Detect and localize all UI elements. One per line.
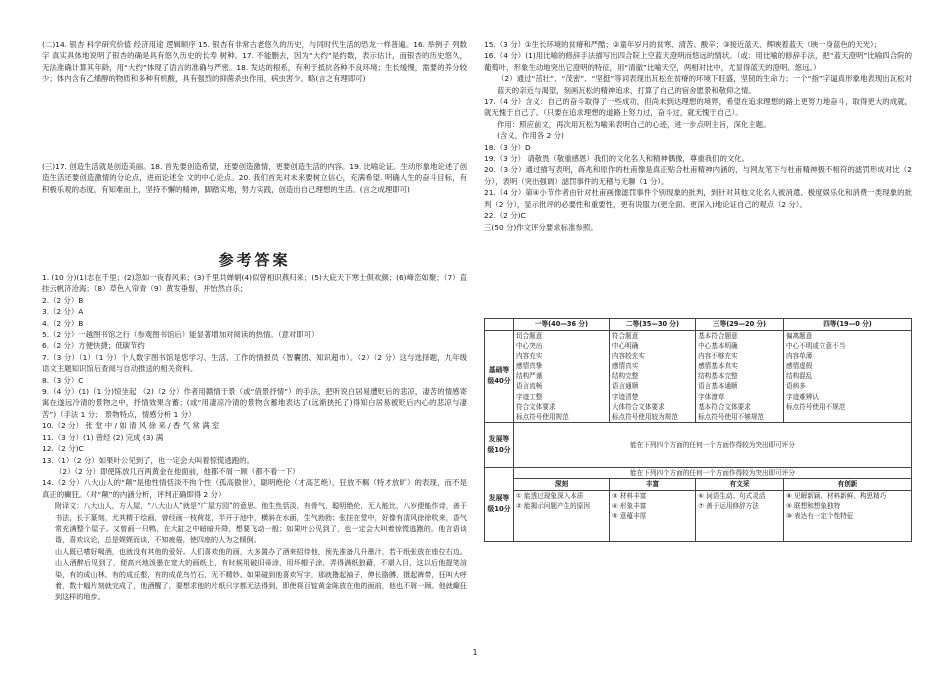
- criteria-item: 感情真实: [611, 362, 639, 371]
- grade-header: 四等(19—0 分): [784, 319, 912, 331]
- grade-criteria-cell: [514, 331, 610, 423]
- answer-item: 13.（1）（2 分）如果叶公见到了，也一定会大叫着惊慌逃跑的。: [42, 455, 254, 465]
- development-item-cell: [609, 490, 695, 541]
- answer-item: 1. (10 分)(1)志在千里；(2)忽如一夜春风来；(3)千里共婵娟(4)似曾相识燕归来；(5)大庇天下寒士俱欢颜；(6)峰峦如聚；（7）直挂云帆济沧海；（8）草色入帘青（9）黄发垂髫，并怡然自乐；: [42, 273, 467, 294]
- grade-criteria-cell: [784, 331, 912, 423]
- development-dimension: 有文采: [696, 478, 784, 490]
- answer-item: 6.（2 分）方便快捷；低碳节约: [42, 341, 145, 351]
- criteria-item: 感情基本真实: [698, 362, 738, 371]
- answer-item: 8.（3 分）C: [42, 375, 84, 385]
- answer-item: (含义，作用各 2 分): [497, 131, 564, 141]
- criteria-item: 语言通顺: [611, 382, 639, 391]
- answer-item: 22.（2 分)C: [484, 211, 526, 221]
- criteria-item: 标点符号使用规范: [516, 412, 569, 421]
- criteria-item: 标点符号使用不规范: [786, 402, 846, 411]
- criteria-item: 切合题意: [516, 332, 543, 340]
- development-grade-note: 能在下列四个方面的任何一个方面作得较为突出即可评分: [514, 467, 912, 478]
- reading-answer-section-3: (三)17. 创造生活就是创造美丽。18. 首先要创造希望，还要创造激情，更要创造生活的内容。19. 比喻论证。生动形象地论述了创造生活还要创造激情的分论点，进而论述全 文的中心论点。20. 我们首先对未来要树立信心，充满希望. 明确人生的奋斗目标，有积极乐观的态度，有知难而上，坚持不懈的精神，脚踏实地，努力实践，创造出自己理想的生活。(言之成理即可): [42, 162, 468, 194]
- criteria-item: 中心突出: [516, 342, 543, 351]
- answer-item: 5.（2 分）一越图书馆之行（参观图书馆后）能显著增加对阅读的热情。（意对即可）: [42, 330, 319, 340]
- grade-criteria-cell: [696, 331, 784, 423]
- development-grade-label: 发展等级10分: [485, 467, 514, 541]
- answer-item: 16.（4 分）(1)用比喻的修辞手法描写出四合院上空蓝天澄明而悠远的情状。（或：用比喻的修辞手法，把“蓝天澄明”比喻四合院的葡萄叶，形象生动地突出它澄明的特征，用“清澈”比喻天空，两相对比中，尤显得蓝天的澄明、悠远。）: [484, 51, 912, 72]
- answer-item: 19.（3 分） 请敬畏（敬重感恩）我们的文化名人和精神偶像，尊重我们的文化。: [484, 154, 750, 164]
- criteria-item: 符合题意: [611, 332, 639, 340]
- development-item: ⑥ 词语生动、句式灵活: [698, 491, 766, 500]
- development-grade-label: 发展等级10分: [485, 422, 514, 467]
- criteria-item: 语言流畅: [516, 382, 543, 391]
- development-items-row: [485, 490, 912, 541]
- answer-item: 12.（2 分)C: [42, 444, 84, 454]
- answer-item: 附译文：八大山人，方人屋，“八大山人”就是“广屋方园”的意思。他生性恬淡，有骨气，聪明绝伦，无人能比，八岁便能作诗，善于书法，长于篆刻，尤其精于绘画，曾经画一枝荷花，半开于池中，横斜在水面，生气勃勃；张挂在堂中，好像有清风徐徐吹来，香气常充满整个屋子。又曾画一只鸭，在大缸之中暗暗升降，想要飞动一般；如果叶公见到了，也一定会大叫着惊慌逃跑的。他言语谈谐，喜欢议论，总是娓娓而谈，不知疲倦，使四座的人为之倾倒。: [55, 501, 467, 545]
- essay-scoring-table: [484, 318, 912, 542]
- criteria-item: 标点符号使用较为规范: [611, 412, 678, 421]
- development-item: ⑨ 联想和想象独特: [786, 502, 841, 511]
- answer-item: 17.（4 分）含义：自己的奋斗取得了一些成功，但尚未到达理想的境界，希望在追求理想的路上更努力地奋斗，取得更大的成就，就无愧于自己了。（只要在追求理想的道路上努力过，奋斗过，就无愧于自己）。: [484, 97, 912, 118]
- grade-header: 三等(29—20 分): [696, 319, 784, 331]
- answer-list-continued: [484, 39, 912, 233]
- criteria-item: 大体符合文体要求: [611, 402, 665, 411]
- basic-grade-row: [485, 331, 912, 423]
- grade-header: 一等(40—36 分): [514, 319, 610, 331]
- answer-item: 3.（2 分）A: [42, 307, 84, 317]
- answer-item: （2）（2 分）即使陈放几百两黄金在他面前，他都不屑一顾（都不看一下）: [55, 466, 300, 476]
- page-title: 参考答案: [218, 251, 291, 269]
- grade-criteria-cell: [609, 331, 695, 423]
- criteria-item: 中心基本明确: [698, 342, 738, 351]
- criteria-item: 语言基本通顺: [698, 382, 738, 391]
- answer-item: 7.（3 分）（1）（1 分）个人数字图书馆是您学习、生活、工作的情报员（智囊团、知识超市）。（2）（2 分）这与选择题，九年级语文主题知识馆后查阅与自动推送的相关资料。: [42, 352, 467, 374]
- reading-answer-section-2: (二)14. 银杏 科学研究价值 经济用途 逻辑顺序 15. 银杏有非常古老悠久的历史，与同时代生活的恐龙一样普遍。16. 举例子 列数字 真实具体地说明了银杏的确是具有悠久历史的长寿 树种。17. 不能删去，因为“大约”是约数，表示估计，而银杏的历史悠久，无法准确计算其年龄，用“大约”体现了语言的准确与严密。18. 发达的根系，有利于抵抗各种不良环境；生长缓慢，需要的养分较少；体内含有乙烯醇的物质和多种有机酸，具有强烈的抑菌杀虫作用，病虫害少。略(言之有理即可): [42, 40, 467, 84]
- development-grade-note: 能在下列四个方面的任何一个方面作得较为突出即可评分: [514, 422, 912, 467]
- answer-item: 山人既已嗜好喝酒，也就没有其他的爱好。人们喜欢他的画，大多置办了酒来招待他，预先准备几升墨汁，若干纸张放在座位右边。山人酒醉后见到了，便高兴地泼墨在宽大的画纸上，有时候用破旧帚涂，用坏帽子涂，弄得满纸狼藉，不堪入目，这以后他提笔渲染，有的成山林，有的成丘壑，有的成花鸟竹石，无不精妙。如果碰到他喜欢写字，那就撸起袖子，伸长胳膊，摄起裤带，狂叫大呼着，数十幅片刻就完成了，他酒醒了，要想求他的片纸只字都无法得到，即使将百锭黄金陈放在他的面前，他也不屑一顾。他就癫狂到这样的地步。: [55, 546, 467, 602]
- development-dimension: 丰富: [609, 478, 695, 490]
- development-dimension: 深刻: [514, 478, 610, 490]
- answer-item: 18.（3 分）D: [484, 142, 531, 152]
- table-header-row: [485, 319, 912, 331]
- answer-item: 2.（2 分）B: [42, 295, 84, 305]
- development-grade-row-1: [485, 422, 912, 467]
- criteria-item: 结构严谨: [516, 372, 543, 381]
- answer-item: 4.（2 分）B: [42, 318, 84, 328]
- criteria-item: 符合文体要求: [516, 402, 556, 411]
- criteria-item: 内容充实: [516, 352, 543, 361]
- criteria-item: 标点符号使用不够规范: [698, 412, 765, 421]
- criteria-item: 内容不够充实: [698, 352, 738, 361]
- answer-list: [42, 272, 467, 603]
- development-header-row: [485, 478, 912, 490]
- page-number: 1: [472, 648, 478, 657]
- criteria-item: 结构基本完整: [698, 372, 738, 381]
- development-item: ⑦ 善于运用修辞方法: [698, 502, 759, 511]
- criteria-item: 基本符合文体要求: [698, 402, 751, 411]
- criteria-item: 偏离题意: [786, 332, 813, 340]
- development-item-cell: [696, 490, 784, 541]
- answer-item: 9.（4 分）(1)（1 分)惊坐起 （2)（2 分）作者用赣情于景（或“借景抒情”）的手法，把听说白居易遭贬后的悲凉，凄苦的情感寄寓在遂远冷清的景物之中，抒情效果含蓄；(或“用凄凉冷清的景物含蓄地表达了(远渐狭托了)得知白居易被贬后内心的悲凉与凄苦”)（手法 1 分； 景物特点，情感分析 1 分）: [42, 387, 467, 419]
- answer-item: 11.（3 分）(1) 曾经 (2) 完成 (3) 满: [42, 432, 164, 442]
- criteria-item: 内容较充实: [611, 352, 645, 361]
- answer-item: 14.（2 分）八大山人的“颠”是他性情恬淡不拘个性（孤高傲世），聪明绝伦（才高艺绝），狂放不羁（特才放旷）的表现，而不是真正的癫狂。（对“颠”的内涵分析，评判正确即得 2 分）: [42, 478, 467, 499]
- criteria-item: 字迹工整: [516, 392, 543, 401]
- answer-item: 21.（4 分）第④小节作者由针对杜甫画像滤罚事件个别现象的批判，到针对其他文化名人被消遣、极度娱乐化和消费一类现象的批判（2 分），显示批评的必要性和重要性，更有说服力(更全面、更深入)地论证自己的观点（2 分）。: [484, 188, 912, 209]
- development-item: ④ 形象丰富: [611, 502, 647, 511]
- development-note-row: [485, 467, 912, 478]
- criteria-item: 内容单薄: [786, 352, 813, 361]
- answer-item: 10.（2 分） 张 堂 中 / 如 清 风 徐 来 / 香 气 常 满 室: [42, 421, 220, 431]
- criteria-item: 字迹难辨认: [786, 392, 819, 401]
- development-item-cell: [784, 490, 912, 541]
- basic-grade-label: 基础等级40分: [485, 331, 514, 423]
- development-item: ② 能揭示问题产生的原因: [516, 502, 590, 511]
- answer-item: 三(50 分)作文评分要求标准参照。: [484, 222, 598, 232]
- criteria-item: 字迹清楚: [611, 392, 639, 401]
- criteria-item: 字体潦草: [698, 392, 725, 401]
- development-item: ⑩ 表达有一定个性特征: [786, 512, 854, 521]
- development-dimension: 有创新: [784, 478, 912, 490]
- criteria-item: 结构完整: [611, 372, 639, 381]
- criteria-item: 感情虚假: [786, 362, 813, 371]
- answer-item: 作用：照应前文，再次用瓦松为喻来表明自己的心迹，进一步点明主旨，深化主题。: [497, 119, 771, 129]
- criteria-item: 基本符合题意: [698, 332, 738, 340]
- answer-item: （2）通过“茁壮”、“茂密”、“坚挺”等词表现出瓦松在贫瘠的环境下旺盛，坚韧的生命力；一个“指”字逼真形象地表现出瓦松对蓝天的亲近与渴望，刻画瓦松的精神追求，打算了自己的宿舍愿景和敬仰之情。: [497, 74, 912, 95]
- development-item: ⑧ 见解新颖、材料新鲜、构思精巧: [786, 491, 887, 500]
- development-item-cell: [514, 490, 610, 541]
- criteria-item: 语病多: [786, 382, 806, 391]
- development-item: ③ 材料丰富: [611, 491, 647, 500]
- answer-item: 15.（3 分）①生长环境的贫瘠和严酷；②童年岁月的贫寒、清苦、酸辛；③接近蓝天、辉映着蓝天（映一身蓝色的天光）；: [484, 40, 882, 49]
- grade-header: 二等(35—30 分): [609, 319, 695, 331]
- answer-item: 20.（3 分）通过描写表明，蒋兆和原作的杜甫像是真正贴合杜甫精神内涵的，与网友笔下与杜甫精神极不相符的滤罚形成对比（2 分），表明（突出强调）滤罚事件的无稽与无聊（1 分）。: [484, 165, 912, 186]
- criteria-item: 中心明确: [611, 342, 639, 351]
- development-item: ① 能透过现象深入本质: [516, 491, 584, 500]
- development-item: ⑤ 意蕴丰厚: [611, 512, 647, 521]
- criteria-item: 中心不明或立意不当: [786, 342, 846, 351]
- criteria-item: 感情真挚: [516, 362, 543, 371]
- criteria-item: 结构混乱: [786, 372, 813, 381]
